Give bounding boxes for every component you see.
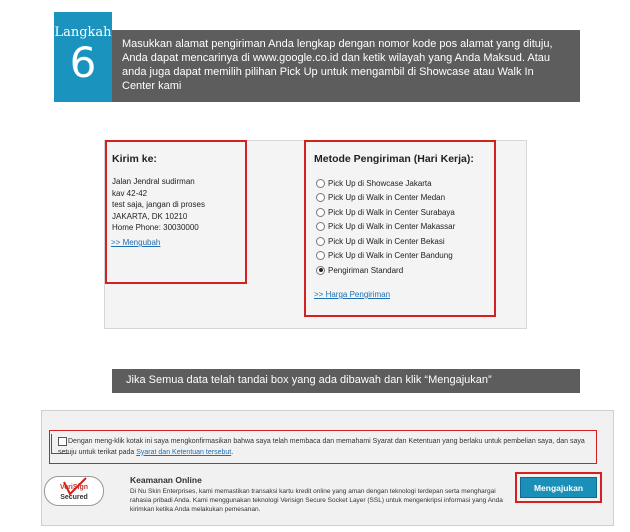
ship-to-title: Kirim ke: [112,153,157,165]
address-line: JAKARTA, DK 10210 [112,211,188,221]
step-number: 6 [69,38,97,87]
verisign-line2: Secured [60,494,88,501]
ship-to-highlight [105,140,247,284]
verisign-secured-logo [44,476,104,506]
submit-button[interactable]: Mengajukan [520,477,597,498]
ship-method-highlight [304,140,496,317]
address-line: kav 42-42 [112,188,148,198]
ship-method-title: Metode Pengiriman (Hari Kerja): [314,153,474,165]
step-label: Langkah [54,25,112,40]
address-line: Home Phone: 30030000 [112,223,199,232]
shipping-price-link[interactable]: >> Harga Pengiriman [314,290,391,299]
ship-option-label: Pick Up di Walk in Center Makassar [328,222,456,232]
ship-option-label: Pick Up di Walk in Center Medan [328,193,446,203]
agreement-label: Dengan meng-klik kotak ini saya mengkonfirmasikan bahwa saya telah membaca dan memahami Syarat dan Ketentuan yang berlaku untuk pembelian saya, dan saya setuju untuk terikat pada [58,438,585,456]
step-instructions: Masukkan alamat pengiriman Anda lengkap dengan nomor kode pos alamat yang dituju, Anda dapat mencarinya di www.google.co.id dan ketik wilayah yang Anda Maksud. Atau anda juga dapat memilih pilihan Pick Up untuk mengambil di Showcase atau Walk In Center kami [112,30,580,102]
ship-option-label: Pick Up di Showcase Jakarta [328,178,432,188]
terms-link[interactable]: Syarat dan Ketentuan tersebut [136,448,232,456]
step-badge [54,12,112,102]
security-text: Di Nu Skin Enterprises, kami memastikan transaksi kartu kredit online yang aman dengan teknologi terdepan serta menghargai rahasia pribadi Anda. Kami menggunakan teknologi Verisign Secure Socket Layer (SSL) untuk mengenkripsi informasi yang Anda kirimkan ketika Anda melakukan pemesanan. [130,488,503,513]
ship-option-label: Pick Up di Walk in Center Bandung [328,251,453,261]
submit-instruction: Jika Semua data telah tandai box yang ada dibawah dan klik “Mengajukan” [112,369,580,393]
ship-option-label: Pick Up di Walk in Center Bekasi [328,236,445,246]
verisign-line1: VeriSign [59,484,89,491]
ship-option-label: Pengiriman Standard [328,265,404,275]
agreement-text: Dengan meng-klik kotak ini saya mengkonfirmasikan bahwa saya telah membaca dan memahami Syarat dan Ketentuan yang berlaku untuk pembelian saya, dan saya setuju untuk terikat pada Syarat dan Ketentuan tersebut. [58,438,585,456]
address-line: Jalan Jendral sudirman [112,177,195,186]
address-line: test saja, jangan di proses [112,200,205,209]
security-title: Keamanan Online [130,475,202,485]
ship-option-label: Pick Up di Walk in Center Surabaya [328,207,455,217]
checkbox-highlight [51,434,69,454]
change-address-link[interactable]: >> Mengubah [111,238,161,247]
